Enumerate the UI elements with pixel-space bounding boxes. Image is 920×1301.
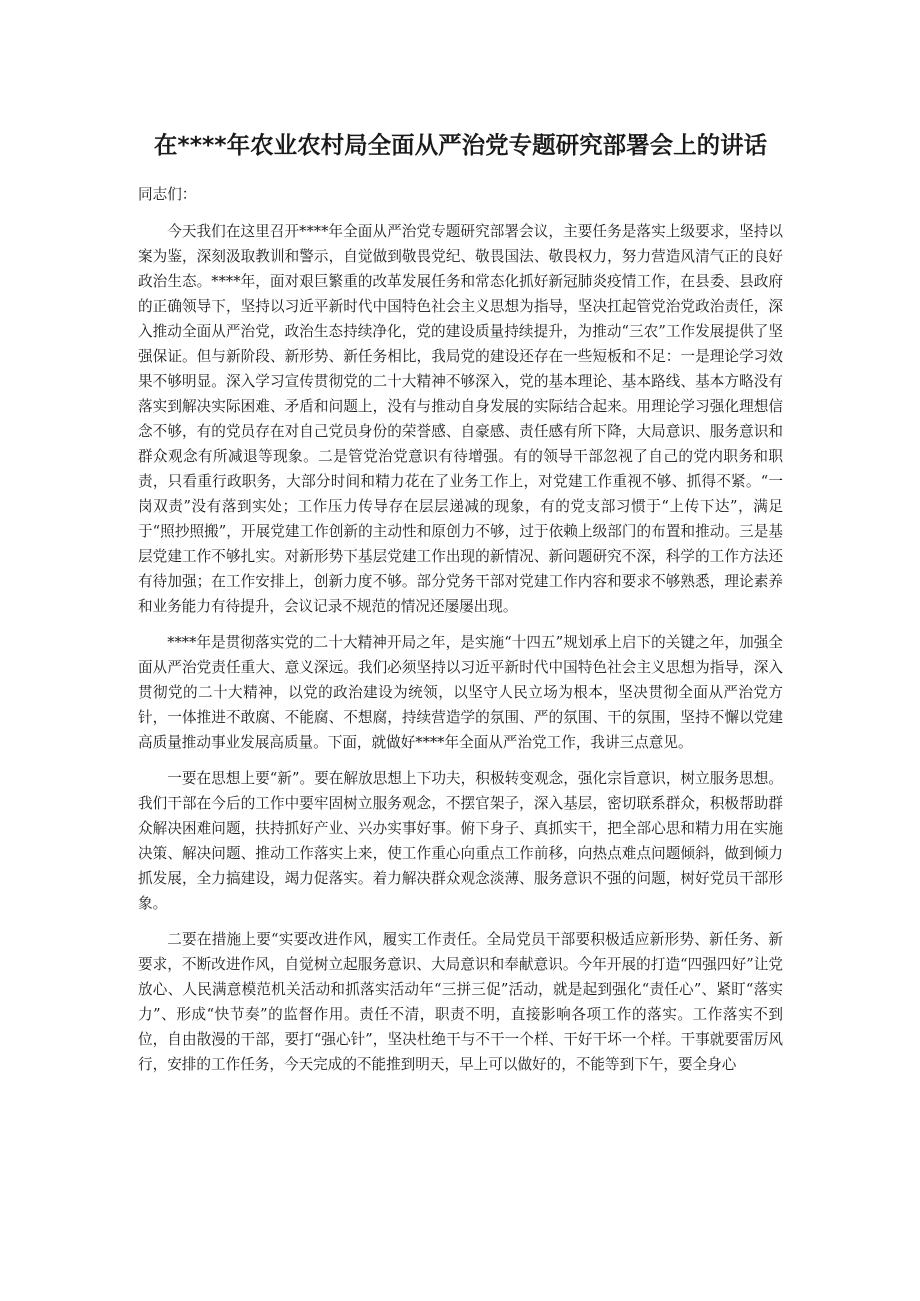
paragraph-4: 二要在措施上要“实要改进作风，履实工作责任。全局党员干部要积极适应新形势、新任务、新要求，不断改进作风，自觉树立起服务意识、大局意识和奉献意识。今年开展的打造“四强四好”让党放心、人民满意模范机关活动和抓落实活动年“三拼三促”活动，就是起到强化“责任心”、紧盯“落实力”、形成“快节奏”的监督作用。责任不清，职责不明，直接影响各项工作的落实。工作落实不到位，自由散漫的干部，要打“强心针”，坚决杜绝干与不干一个样、干好干坏一个样。干事就要雷厉风行，安排的工作任务，今天完成的不能推到明天，早上可以做好的，不能等到下午，要全身心 <box>138 931 783 1073</box>
document-page <box>138 128 783 1088</box>
paragraph-2: ****年是贯彻落实党的二十大精神开局之年，是实施“十四五”规划承上启下的关键之年，加强全面从严治党责任重大、意义深远。我们必须坚持以习近平新时代中国特色社会主义思想为指导，深入贯彻党的二十大精神，以党的政治建设为统领，以坚守人民立场为根本，坚决贯彻全面从严治党方针，一体推进不敢腐、不能腐、不想腐，持续营造学的氛围、严的氛围、干的氛围，坚持不懈以党建高质量推动事业发展高质量。下面，就做好****年全面从严治党工作，我讲三点意见。 <box>138 634 783 751</box>
salutation: 同志们： <box>138 186 197 203</box>
paragraph-1: 今天我们在这里召开****年全面从严治党专题研究部署会议，主要任务是落实上级要求，坚持以案为鉴，深刻汲取教训和警示，自觉做到敬畏党纪、敬畏国法、敬畏权力，努力营造风清气正的良好政治生态。****年，面对艰巨繁重的改革发展任务和常态化抓好新冠肺炎疫情工作，在县委、县政府的正确领导下，坚持以习近平新时代中国特色社会主义思想为指导，坚决扛起管党治党政治责任，深入推动全面从严治党，政治生态持续净化，党的建设质量持续提升，为推动“三农”工作发展提供了坚强保证。但与新阶段、新形势、新任务相比，我局党的建设还存在一些短板和不足：一是理论学习效果不够明显。深入学习宣传贯彻党的二十大精神不够深入，党的基本理论、基本路线、基本方略没有落实到解决实际困难、矛盾和问题上，没有与推动自身发展的实际结合起来。用理论学习强化理想信念不够，有的党员存在对自己党员身份的荣誉感、自豪感、责任感有所下降，大局意识、服务意识和群众观念有所减退等现象。二是管党治党意识有待增强。有的领导干部忽视了自己的党内职务和职责，只看重行政职务，大部分时间和精力花在了业务工作上，对党建工作重视不够、抓得不紧。“一岗双责”没有落到实处；工作压力传导存在层层递减的现象，有的党支部习惯于“上传下达”，满足于“照抄照搬”，开展党建工作创新的主动性和原创力不够，过于依赖上级部门的布置和推动。三是基层党建工作不够扎实。对新形势下基层党建工作出现的新情况、新问题研究不深，科学的工作方法还有待加强；在工作安排上，创新力度不够。部分党务干部对党建工作内容和要求不够熟悉，理论素养和业务能力有待提升，会议记录不规范的情况还屡屡出现。 <box>138 223 783 615</box>
document-title: 在****年农业农村局全面从严治党专题研究部署会上的讲话 <box>153 131 768 159</box>
paragraph-3: 一要在思想上要“新”。要在解放思想上下功夫，积极转变观念，强化宗旨意识，树立服务思想。我们干部在今后的工作中要牢固树立服务观念，不摆官架子，深入基层，密切联系群众，积极帮助群众解决困难问题，扶持抓好产业、兴办实事好事。俯下身子、真抓实干，把全部心思和精力用在实施决策、解决问题、推动工作落实上来，使工作重心向重点工作前移，向热点难点问题倾斜，做到倾力抓发展，全力搞建设，竭力促落实。着力解决群众观念淡薄、服务意识不强的问题，树好党员干部形象。 <box>138 770 783 912</box>
